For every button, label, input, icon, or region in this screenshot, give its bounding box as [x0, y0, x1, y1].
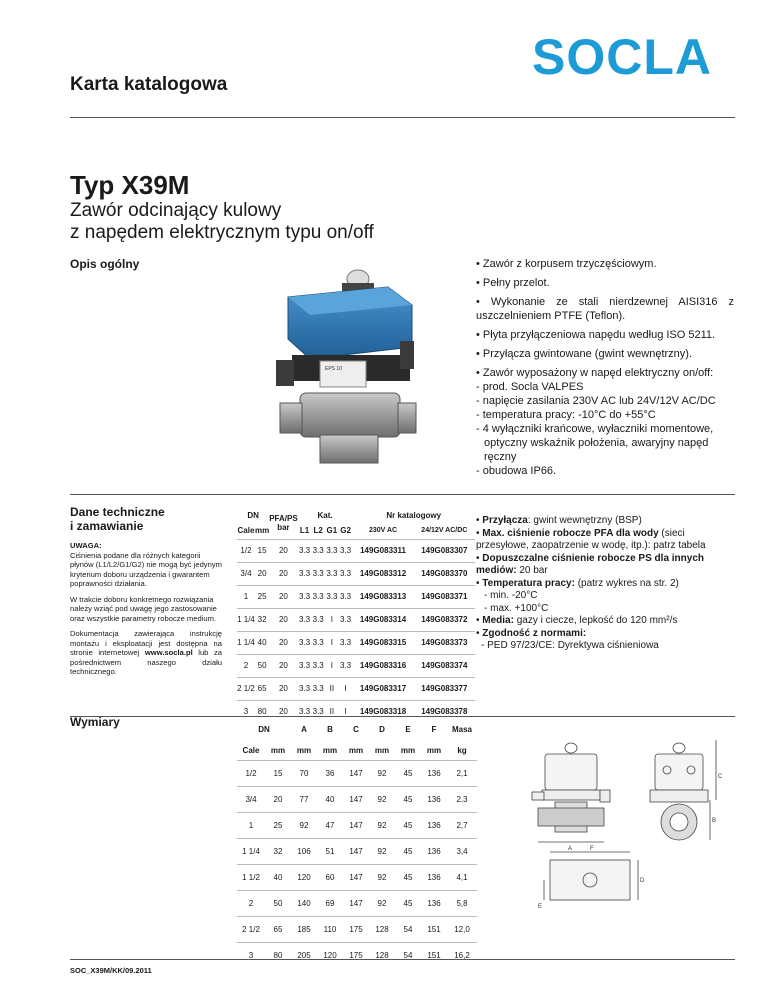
cell-l2: 3.3 — [311, 700, 325, 723]
section-heading-general: Opis ogólny — [70, 257, 140, 271]
cell-cale: 3 — [237, 942, 265, 968]
cell-c: 147 — [343, 864, 369, 890]
valve-photo — [270, 265, 422, 475]
table-row — [237, 608, 475, 631]
table-row — [237, 562, 475, 585]
svg-text:D: D — [640, 878, 645, 884]
cell-cale: 1 1/4 — [237, 838, 265, 864]
cell-c: 147 — [343, 812, 369, 838]
cell-a: 70 — [291, 760, 317, 786]
table-row — [237, 916, 477, 942]
cell-f: 136 — [421, 760, 447, 786]
cell-kg: 12,0 — [447, 916, 477, 942]
document-code: SOC_X39M/KK/09.2011 — [70, 966, 152, 975]
cell-n24: 149G083372 — [414, 608, 475, 631]
col-header-g2: G2 — [340, 526, 351, 536]
cell-e: 45 — [395, 864, 421, 890]
socla-logo — [532, 30, 728, 80]
cell-n24: 149G083307 — [414, 539, 475, 562]
col-header-dn: DN — [247, 510, 259, 520]
table-row — [237, 585, 475, 608]
cell-g1: 3.3 — [325, 539, 339, 562]
table-row — [237, 677, 475, 700]
cell-pfa: 20 — [269, 562, 297, 585]
table-row — [237, 786, 477, 812]
cell-c: 175 — [343, 942, 369, 968]
cell-n24: 149G083377 — [414, 677, 475, 700]
table-row — [237, 654, 475, 677]
section-heading-technical: Dane techniczne i zamawianie — [70, 505, 165, 533]
col-header-230v: 230V AC — [368, 527, 398, 535]
cell-a: 106 — [291, 838, 317, 864]
cell-c: 147 — [343, 760, 369, 786]
cell-d: 92 — [369, 812, 395, 838]
cell-g2: I — [339, 700, 353, 723]
bullet-item: • Wykonanie ze stali nierdzewnej AISI316 z uszczelnieniem PTFE (Teflon). — [476, 296, 734, 322]
cell-e: 54 — [395, 942, 421, 968]
cell-g1: 3.3 — [325, 585, 339, 608]
cell-d: 92 — [369, 864, 395, 890]
svg-text:EPS 10: EPS 10 — [325, 366, 342, 372]
col-header-masa: Masa — [451, 724, 472, 734]
cell-g1: II — [325, 677, 339, 700]
cell-g2: 3.3 — [339, 631, 353, 654]
cell-mm: 15 — [265, 760, 291, 786]
cell-pfa: 20 — [269, 700, 297, 723]
cell-l2: 3.3 — [311, 677, 325, 700]
col-header-kg: kg — [457, 746, 467, 756]
cell-l1: 3.3 — [298, 677, 312, 700]
cell-mm: 25 — [265, 812, 291, 838]
cell-cale: 1 1/2 — [237, 864, 265, 890]
cell-c: 147 — [343, 890, 369, 916]
cell-mm: 50 — [265, 890, 291, 916]
cell-f: 136 — [421, 890, 447, 916]
col-header-a: A — [301, 724, 307, 734]
cell-f: 151 — [421, 942, 447, 968]
bullet-item: • Pełny przelot. — [476, 277, 550, 289]
cell-b: 51 — [317, 838, 343, 864]
col-header-catalog: Nr katalogowy — [386, 510, 442, 520]
cell-d: 128 — [369, 942, 395, 968]
bullet-item: • Zawór z korpusem trzyczęściowym. — [476, 258, 657, 270]
cell-l2: 3.3 — [311, 654, 325, 677]
cell-b: 36 — [317, 760, 343, 786]
cell-n230: 149G083311 — [352, 539, 413, 562]
cell-kg: 4,1 — [447, 864, 477, 890]
col-header-d: D — [379, 724, 385, 734]
cell-mm: 65 — [265, 916, 291, 942]
product-title: Typ X39M — [70, 170, 190, 200]
cell-c: 147 — [343, 838, 369, 864]
cell-g2: 3.3 — [339, 585, 353, 608]
cell-g1: 3.3 — [325, 562, 339, 585]
cell-kg: 2,3 — [447, 786, 477, 812]
cell-l1: 3.3 — [298, 539, 312, 562]
table-row — [237, 864, 477, 890]
col-header-f: F — [431, 724, 437, 734]
cell-l2: 3.3 — [311, 585, 325, 608]
svg-text:SOCLA: SOCLA — [532, 30, 712, 80]
cell-l1: 3.3 — [298, 585, 312, 608]
cell-l1: 3.3 — [298, 654, 312, 677]
cell-b: 47 — [317, 812, 343, 838]
col-header-mm: mm — [254, 526, 270, 536]
cell-cale: 3 — [237, 700, 255, 723]
cell-l2: 3.3 — [311, 562, 325, 585]
cell-g2: 3.3 — [339, 654, 353, 677]
cell-e: 45 — [395, 812, 421, 838]
cell-cale: 2 — [237, 890, 265, 916]
divider — [70, 494, 735, 495]
cell-n24: 149G083378 — [414, 700, 475, 723]
cell-cale: 1 — [237, 585, 255, 608]
product-subtitle: Zawór odcinający kulowy z napędem elektrycznym typu on/off — [70, 200, 374, 243]
cell-kg: 3,4 — [447, 838, 477, 864]
cell-cale: 1 1/4 — [237, 608, 255, 631]
cell-b: 110 — [317, 916, 343, 942]
cell-mm: 32 — [265, 838, 291, 864]
specs-list: • Przyłącza: gwint wewnętrzny (BSP) • Max. ciśnienie robocze PFA dla wody (sieci przesyłowe, zaopatrzenie w wodę, itp.): patrz tabela • Dopuszczalne ciśnienie robocze PS dla innych mediów: 20 bar • Temperatura pracy: (patrz wykres na str. 2) - min. -20°C - max. +100°C • Media: gazy i ciecze, lepkość do 120 mm²/s • Zgodność z normami: - PED 97/23/CE: Dyrektywa ciśnieniowa — [476, 515, 706, 651]
cell-l1: 3.3 — [298, 631, 312, 654]
cell-n24: 149G083370 — [414, 562, 475, 585]
cell-g1: I — [325, 631, 339, 654]
bullet-item: • Przyłącza gwintowane (gwint wewnętrzny). — [476, 348, 693, 360]
cell-d: 92 — [369, 760, 395, 786]
cell-mm: 25 — [255, 585, 269, 608]
cell-b: 60 — [317, 864, 343, 890]
cell-kg: 2,1 — [447, 760, 477, 786]
cell-e: 45 — [395, 890, 421, 916]
col-header-mm: mm — [270, 746, 286, 756]
cell-f: 136 — [421, 786, 447, 812]
cell-mm: 40 — [255, 631, 269, 654]
cell-cale: 1/2 — [237, 539, 255, 562]
col-header-pfa: PFA/PS bar — [269, 513, 298, 532]
col-header-cale: Cale — [237, 526, 255, 536]
document-title: Karta katalogowa — [70, 74, 228, 95]
col-header-kat: Kat. — [317, 510, 333, 520]
col-header-cale: Cale — [242, 746, 260, 756]
cell-g1: I — [325, 654, 339, 677]
cell-d: 92 — [369, 890, 395, 916]
divider — [70, 117, 735, 118]
cell-l1: 3.3 — [298, 562, 312, 585]
table-row — [237, 812, 477, 838]
cell-n24: 149G083373 — [414, 631, 475, 654]
cell-n24: 149G083371 — [414, 585, 475, 608]
dimensions-table: DN A B C D E F Masa Cale mm mm mm mm mm mm mm kg 1/2 15 70 36 147 92 45 136 2,1 3/4 20 77 40 147 92 45 136 2,3 1 25 92 47 147 92 45 136 2,7 1 1/4 32 106 51 147 92 45 136 3,4 1 1/2 40 120 60 147 92 45 136 4,1 2 50 140 69 147 92 45 136 5,8 2 1/2 65 185 110 175 128 54 151 12,0 3 80 205 120 175 128 54 151 16,2 — [237, 716, 477, 968]
cell-c: 175 — [343, 916, 369, 942]
table-row — [237, 539, 475, 562]
cell-e: 45 — [395, 786, 421, 812]
cell-g2: I — [339, 677, 353, 700]
cell-pfa: 20 — [269, 654, 297, 677]
cell-mm: 65 — [255, 677, 269, 700]
cell-a: 140 — [291, 890, 317, 916]
svg-text:B: B — [712, 818, 717, 824]
cell-e: 54 — [395, 916, 421, 942]
bullet-item: • Płyta przyłączeniowa napędu według ISO 5211. — [476, 329, 716, 341]
cell-e: 45 — [395, 760, 421, 786]
cell-g2: 3.3 — [339, 562, 353, 585]
cell-mm: 20 — [255, 562, 269, 585]
cell-kg: 2,7 — [447, 812, 477, 838]
cell-f: 136 — [421, 812, 447, 838]
cell-mm: 32 — [255, 608, 269, 631]
cell-pfa: 20 — [269, 677, 297, 700]
cell-cale: 1/2 — [237, 760, 265, 786]
cell-g2: 3.3 — [339, 608, 353, 631]
cell-f: 136 — [421, 838, 447, 864]
cell-d: 128 — [369, 916, 395, 942]
cell-n230: 149G083313 — [352, 585, 413, 608]
cell-cale: 3/4 — [237, 562, 255, 585]
col-header-dn: DN — [258, 724, 270, 734]
cell-a: 92 — [291, 812, 317, 838]
col-header-24v: 24/12V AC/DC — [421, 527, 468, 535]
cell-g1: I — [325, 608, 339, 631]
cell-d: 92 — [369, 786, 395, 812]
cell-mm: 80 — [265, 942, 291, 968]
general-bullets: • Zawór z korpusem trzyczęściowym. • Pełny przelot. • Wykonanie ze stali nierdzewnej AISI316 z uszczelnieniem PTFE (Teflon). • Płyta przyłączeniowa napędu według ISO 5211. • Przyłącza gwintowane (gwint wewnętrzny). • Zawór wyposażony w napęd elektryczny on/off: - prod. Socla VALPES - napięcie zasilania 230V AC lub 24V/12V AC/DC - temperatura pracy: -10°C do +55°C - 4 wyłączniki krańcowe, wyłaczniki momentowe, optyczny wskaźnik położenia, awaryjny napęd ręczny - obudowa IP66. — [476, 258, 734, 477]
cell-e: 45 — [395, 838, 421, 864]
cell-cale: 1 — [237, 812, 265, 838]
cell-n230: 149G083316 — [352, 654, 413, 677]
svg-text:A: A — [568, 846, 573, 852]
cell-kg: 5,8 — [447, 890, 477, 916]
col-header-b: B — [327, 724, 333, 734]
cell-mm: 15 — [255, 539, 269, 562]
cell-l2: 3.3 — [311, 631, 325, 654]
cell-mm: 50 — [255, 654, 269, 677]
cell-a: 77 — [291, 786, 317, 812]
table-row — [237, 838, 477, 864]
col-header-c: C — [353, 724, 359, 734]
cell-n230: 149G083312 — [352, 562, 413, 585]
website-link[interactable]: www.socla.pl — [144, 648, 193, 657]
cell-n230: 149G083314 — [352, 608, 413, 631]
cell-g2: 3.3 — [339, 539, 353, 562]
cell-a: 185 — [291, 916, 317, 942]
order-table — [237, 507, 475, 723]
cell-pfa: 20 — [269, 608, 297, 631]
cell-l2: 3.3 — [311, 539, 325, 562]
cell-mm: 20 — [265, 786, 291, 812]
cell-l1: 3.3 — [298, 608, 312, 631]
cell-cale: 2 1/2 — [237, 916, 265, 942]
cell-b: 69 — [317, 890, 343, 916]
cell-g1: II — [325, 700, 339, 723]
cell-a: 120 — [291, 864, 317, 890]
cell-cale: 2 1/2 — [237, 677, 255, 700]
cell-b: 120 — [317, 942, 343, 968]
svg-text:F: F — [590, 846, 594, 852]
cell-c: 147 — [343, 786, 369, 812]
divider — [70, 959, 735, 960]
cell-b: 40 — [317, 786, 343, 812]
cell-l1: 3.3 — [298, 700, 312, 723]
cell-n230: 149G083318 — [352, 700, 413, 723]
table-row — [237, 942, 477, 968]
cell-mm: 40 — [265, 864, 291, 890]
cell-kg: 16,2 — [447, 942, 477, 968]
cell-l2: 3.3 — [311, 608, 325, 631]
cell-a: 205 — [291, 942, 317, 968]
cell-cale: 3/4 — [237, 786, 265, 812]
cell-cale: 1 1/4 — [237, 631, 255, 654]
bullet-item: • Zawór wyposażony w napęd elektryczny on/off: — [476, 367, 714, 379]
section-heading-dimensions: Wymiary — [70, 715, 120, 729]
col-header-g1: G1 — [326, 526, 338, 536]
table-row — [237, 631, 475, 654]
cell-pfa: 20 — [269, 585, 297, 608]
cell-f: 151 — [421, 916, 447, 942]
table-row — [237, 890, 477, 916]
cell-cale: 2 — [237, 654, 255, 677]
cell-pfa: 20 — [269, 631, 297, 654]
svg-text:E: E — [538, 904, 543, 910]
cell-n230: 149G083315 — [352, 631, 413, 654]
note-block: UWAGA: Ciśnienia podane dla różnych kategorii płynów (L1/L2/G1/G2) nie mogą być jedynym kryterium doboru urządzenia i gwarantem poprawności działania. W trakcie doboru konkretnego rozwiązania należy wziąć pod uwagę jego zastosowanie oraz wszystkie parametry robocze medium. Dokumentacja zawierająca instrukcję montażu i eksploatacji jest dostępna na stronie internetowej www.socla.pl lub za pośrednictwem naszego działu technicznego. — [70, 541, 222, 676]
cell-d: 92 — [369, 838, 395, 864]
col-header-e: E — [405, 724, 411, 734]
cell-f: 136 — [421, 864, 447, 890]
cell-n230: 149G083317 — [352, 677, 413, 700]
dimension-drawings — [520, 730, 735, 910]
svg-text:C: C — [718, 774, 723, 780]
cell-mm: 80 — [255, 700, 269, 723]
table-row — [237, 760, 477, 786]
col-header-l1: L1 — [299, 526, 310, 536]
col-header-l2: L2 — [313, 526, 323, 536]
cell-n24: 149G083374 — [414, 654, 475, 677]
cell-pfa: 20 — [269, 539, 297, 562]
